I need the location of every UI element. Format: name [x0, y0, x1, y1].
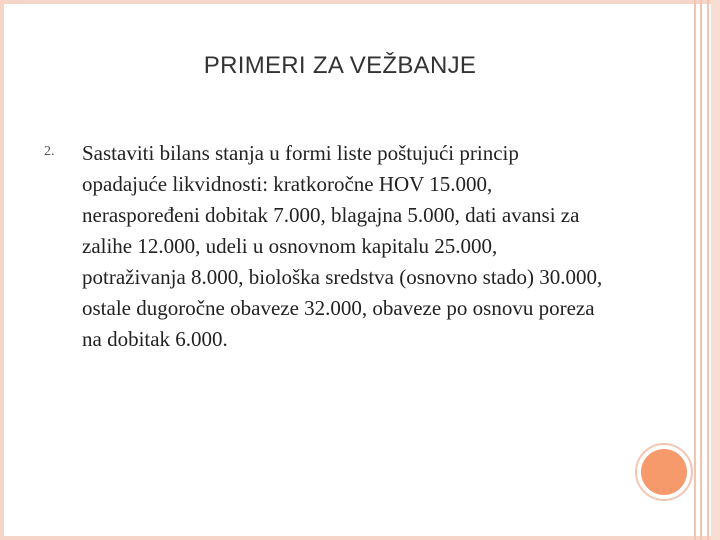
- slide-title: PRIMERI ZA VEŽBANJE: [203, 52, 477, 79]
- list-item: [44, 138, 604, 355]
- list-item-text: Sastaviti bilans stanja u formi liste poštujući princip opadajuće likvidnosti: kratkoročne HOV 15.000, neraspoređeni dobitak 7.000, blagajna 5.000, dati avansi za zalihe 12.000, udeli u osnovnom kapitalu 25.000, potraživanja 8.000, biološka sredstva (osnovno stado) 30.000, ostale dugoročne obaveze 32.000, obaveze po osnovu poreza na dobitak 6.000.: [82, 141, 603, 351]
- exercise-list: [44, 138, 604, 355]
- decorative-band: [711, 0, 720, 540]
- decorative-rail: [694, 0, 696, 540]
- decorative-circle-icon: [641, 449, 687, 495]
- decorative-rail: [700, 0, 702, 540]
- decorative-rail: [707, 0, 709, 540]
- list-item-number: 2.: [44, 144, 55, 159]
